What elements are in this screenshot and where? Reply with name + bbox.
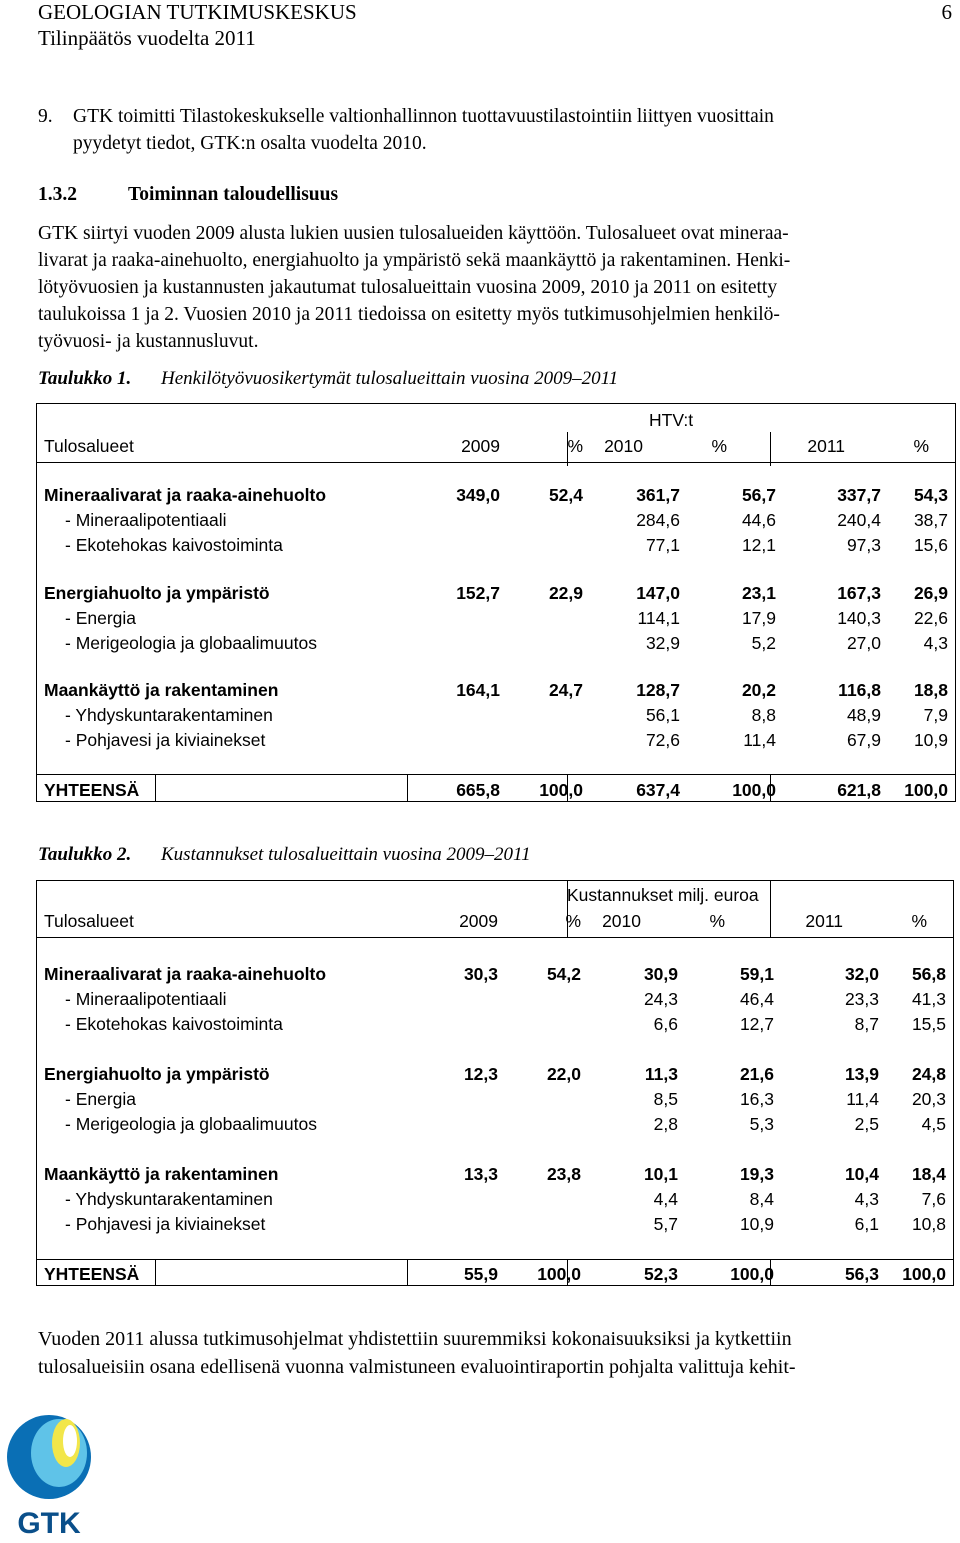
table-header-row — [37, 434, 955, 458]
table-header-row — [37, 909, 953, 933]
column-header: % — [565, 911, 581, 931]
column-header: 2011 — [807, 436, 845, 456]
column-header: 2009 — [459, 911, 498, 931]
table-caption — [38, 368, 131, 390]
page-number: 6 — [941, 0, 952, 24]
table-caption — [38, 844, 131, 866]
column-header: % — [567, 436, 583, 456]
table-caption-text: Henkilötyövuosikertymät tulosalueittain vuosina 2009–2011 — [161, 368, 619, 389]
column-header: 2010 — [602, 911, 641, 931]
paragraph-line: GTK siirtyi vuoden 2009 alusta lukien uusien tulosalueiden käyttöön. Tulosalueet ovat mineraa- — [38, 223, 789, 244]
list-number: 9. — [38, 106, 53, 127]
total-row: YHTEENSÄ 55,9 100,0 52,3 100,0 56,3 100,0 — [44, 1264, 946, 1284]
total-row: YHTEENSÄ 665,8 100,0 637,4 100,0 621,8 100,0 — [44, 780, 948, 800]
paragraph-line: taulukoissa 1 ja 2. Vuosien 2010 ja 2011 tiedoissa on esitetty myös tutkimusohjelmien henkilö- — [38, 304, 780, 325]
unit-header: HTV:t — [649, 410, 694, 430]
table-caption-text: Kustannukset tulosalueittain vuosina 2009–2011 — [161, 844, 531, 865]
header-org: GEOLOGIAN TUTKIMUSKESKUS — [38, 0, 357, 24]
paragraph-line: livarat ja raaka-ainehuolto, energiahuolto ja ympäristö sekä maankäyttö ja rakentaminen. Henki- — [38, 250, 791, 271]
column-header: 2010 — [604, 436, 643, 456]
table-row: - Mineraalipotentiaali 284,6 44,6 240,4 38,7 — [65, 510, 948, 530]
table-row: - Pohjavesi ja kiviainekset 5,7 10,9 6,1 10,8 — [65, 1214, 946, 1234]
table-row: - Ekotehokas kaivostoiminta 77,1 12,1 97,3 15,6 — [65, 535, 948, 555]
column-header: Tulosalueet — [44, 436, 134, 456]
table-row: - Energia 8,5 16,3 11,4 20,3 — [65, 1089, 946, 1109]
header-subtitle: Tilinpäätös vuodelta 2011 — [38, 26, 256, 50]
list-item-line: pyydetyt tiedot, GTK:n osalta vuodelta 2010. — [73, 133, 427, 154]
column-header: % — [711, 436, 727, 456]
table-row: - Yhdyskuntarakentaminen 4,4 8,4 4,3 7,6 — [65, 1189, 946, 1209]
paragraph-line: työvuosi- ja kustannusluvut. — [38, 331, 259, 352]
table-row: - Merigeologia ja globaalimuutos 32,9 5,2 27,0 4,3 — [65, 633, 948, 653]
section-title: Toiminnan taloudellisuus — [128, 184, 339, 205]
column-header: % — [911, 911, 927, 931]
table-row: - Pohjavesi ja kiviainekset 72,6 11,4 67,9 10,9 — [65, 730, 948, 750]
column-header: % — [913, 436, 929, 456]
table-caption-label: Taulukko 2. — [38, 844, 132, 865]
table-row: Maankäyttö ja rakentaminen 13,3 23,8 10,1 19,3 10,4 18,4 — [44, 1164, 946, 1184]
gtk-logo-icon — [4, 1413, 94, 1538]
table-row: Mineraalivarat ja raaka-ainehuolto 349,0 52,4 361,7 56,7 337,7 54,3 — [44, 485, 948, 505]
paragraph-line: tulosalueisiin osana edellisenä vuonna valmistuneen evaluointiraportin pohjalta valittuja kehit- — [38, 1356, 796, 1378]
table-row: Energiahuolto ja ympäristö 12,3 22,0 11,3 21,6 13,9 24,8 — [44, 1064, 946, 1084]
table-row: Maankäyttö ja rakentaminen 164,1 24,7 128,7 20,2 116,8 18,8 — [44, 680, 948, 700]
table-costs — [36, 880, 954, 1286]
table-row: - Yhdyskuntarakentaminen 56,1 8,8 48,9 7,9 — [65, 705, 948, 725]
paragraph-line: lötyövuosien ja kustannusten jakautumat tulosalueittain vuosina 2009, 2010 ja 2011 on esitetty — [38, 277, 778, 298]
list-item-line: GTK toimitti Tilastokeskukselle valtionhallinnon tuottavuustilastointiin liittyen vuosittain — [73, 106, 774, 127]
section-number: 1.3.2 — [38, 184, 77, 205]
table-row: - Mineraalipotentiaali 24,3 46,4 23,3 41,3 — [65, 989, 946, 1009]
logo-text: GTK — [17, 1507, 81, 1538]
table-row: - Ekotehokas kaivostoiminta 6,6 12,7 8,7 15,5 — [65, 1014, 946, 1034]
table-row: Energiahuolto ja ympäristö 152,7 22,9 147,0 23,1 167,3 26,9 — [44, 583, 948, 603]
table-htv — [36, 403, 956, 802]
table-row: Mineraalivarat ja raaka-ainehuolto 30,3 54,2 30,9 59,1 32,0 56,8 — [44, 964, 946, 984]
unit-header: Kustannukset milj. euroa — [567, 885, 759, 905]
table-row: - Energia 114,1 17,9 140,3 22,6 — [65, 608, 948, 628]
column-header: 2011 — [805, 911, 843, 931]
paragraph-line: Vuoden 2011 alussa tutkimusohjelmat yhdistettiin suuremmiksi kokonaisuuksiksi ja kytkettiin — [38, 1328, 792, 1350]
column-header: 2009 — [461, 436, 500, 456]
table-caption-label: Taulukko 1. — [38, 368, 132, 389]
column-header: Tulosalueet — [44, 911, 134, 931]
table-row: - Merigeologia ja globaalimuutos 2,8 5,3 2,5 4,5 — [65, 1114, 946, 1134]
column-header: % — [709, 911, 725, 931]
